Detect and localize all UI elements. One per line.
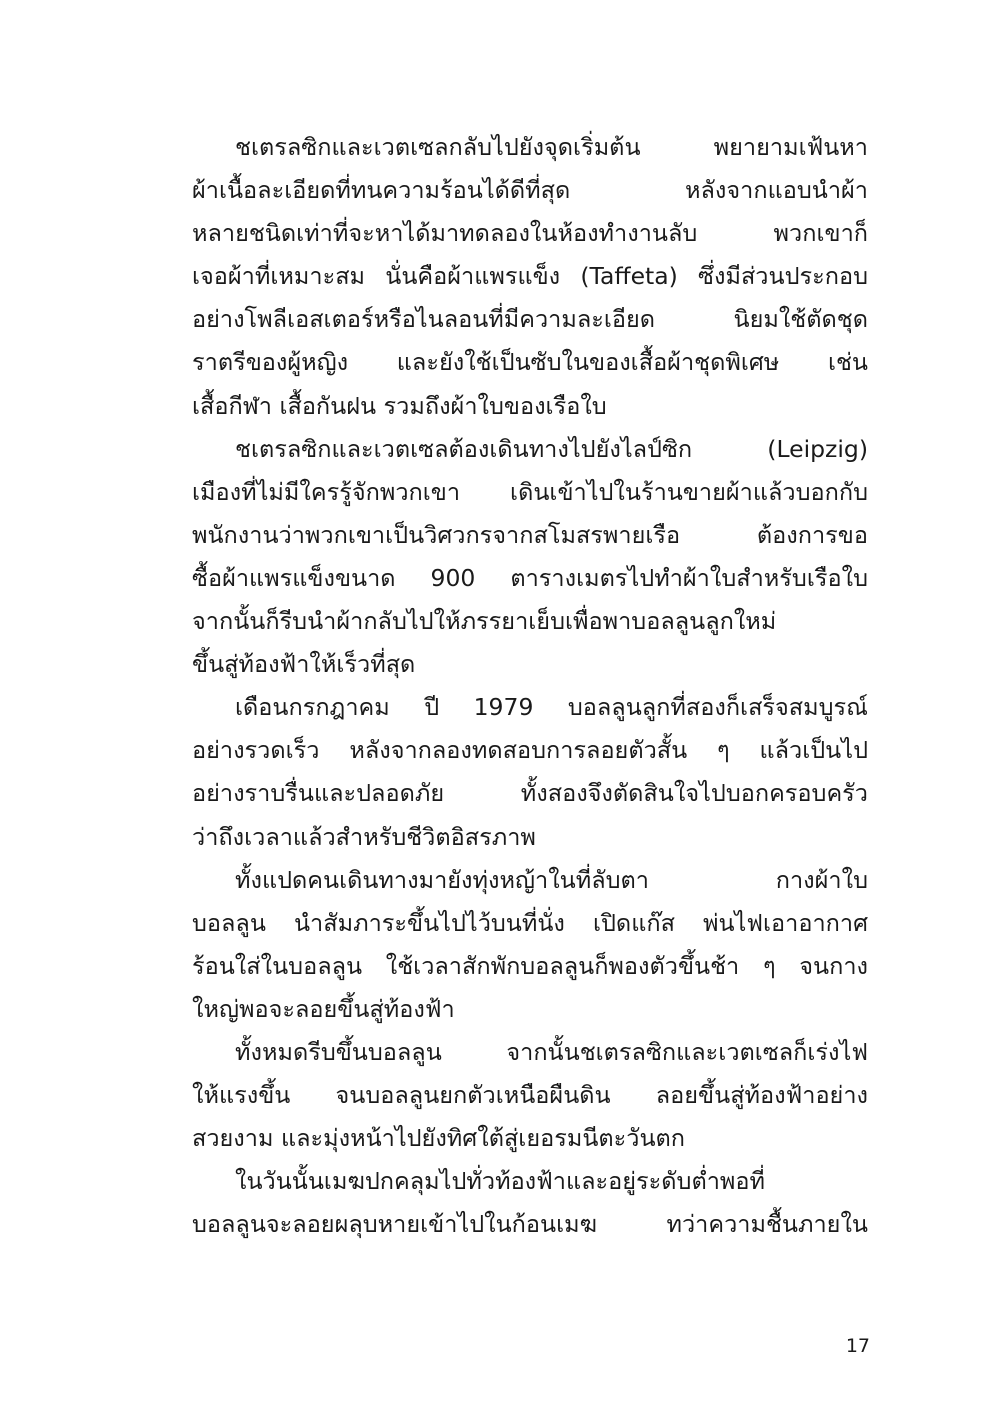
text-line: ร้อนใส่ในบอลลูน ใช้เวลาสักพักบอลลูนก็พองตัวขึ้นช้า ๆ จนกาง — [192, 951, 868, 980]
text-line: ทั้งแปดคนเดินทางมายังทุ่งหญ้าในที่ลับตา กางผ้าใบ — [235, 865, 868, 894]
page-number: 17 — [845, 1335, 870, 1357]
text-line: เจอผ้าที่เหมาะสม นั่นคือผ้าแพรแข็ง (Taffeta) ซึ่งมีส่วนประกอบ — [192, 262, 868, 291]
text-line: พนักงานว่าพวกเขาเป็นวิศวกรจากสโมสรพายเรือ ต้องการขอ — [192, 520, 868, 549]
body-text — [192, 126, 868, 1246]
text-line: ให้แรงขึ้น จนบอลลูนยกตัวเหนือผืนดิน ลอยขึ้นสู่ท้องฟ้าอย่าง — [192, 1081, 868, 1110]
text-line: ชเตรลซิกและเวตเซลต้องเดินทางไปยังไลป์ซิก (Leipzig) — [235, 434, 868, 463]
text-line: เดือนกรกฎาคม ปี 1979 บอลลูนลูกที่สองก็เสร็จสมบูรณ์ — [235, 693, 868, 722]
text-line: สวยงาม และมุ่งหน้าไปยังทิศใต้สู่เยอรมนีตะวันตก — [192, 1124, 686, 1153]
text-line: ว่าถึงเวลาแล้วสำหรับชีวิตอิสรภาพ — [192, 822, 536, 851]
text-line: ในวันนั้นเมฆปกคลุมไปทั่วท้องฟ้าและอยู่ระดับต่ำพอที่ — [235, 1167, 766, 1196]
text-line: จากนั้นก็รีบนำผ้ากลับไปให้ภรรยาเย็บเพื่อพาบอลลูนลูกใหม่ — [192, 607, 777, 636]
text-line: บอลลูนจะลอยผลุบหายเข้าไปในก้อนเมฆ ทว่าความชื้นภายใน — [192, 1210, 868, 1239]
text-line: อย่างราบรื่นและปลอดภัย ทั้งสองจึงตัดสินใจไปบอกครอบครัว — [192, 779, 868, 808]
text-line: อย่างรวดเร็ว หลังจากลองทดสอบการลอยตัวสั้น ๆ แล้วเป็นไป — [192, 736, 868, 765]
text-line: อย่างโพลีเอสเตอร์หรือไนลอนที่มีความละเอียด นิยมใช้ตัดชุด — [192, 305, 868, 334]
text-line: ใหญ่พอจะลอยขึ้นสู่ท้องฟ้า — [192, 994, 455, 1023]
text-line: ผ้าเนื้อละเอียดที่ทนความร้อนได้ดีที่สุด หลังจากแอบนำผ้า — [192, 176, 868, 205]
text-line: ราตรีของผู้หญิง และยังใช้เป็นซับในของเสื้อผ้าชุดพิเศษ เช่น — [192, 348, 868, 377]
text-line: บอลลูน นำสัมภาระขึ้นไปไว้บนที่นั่ง เปิดแก๊ส พ่นไฟเอาอากาศ — [192, 908, 868, 937]
text-line: ชเตรลซิกและเวตเซลกลับไปยังจุดเริ่มต้น พยายามเฟ้นหา — [235, 133, 868, 161]
text-line: ทั้งหมดรีบขึ้นบอลลูน จากนั้นชเตรลซิกและเวตเซลก็เร่งไฟ — [235, 1037, 868, 1066]
text-line: ซื้อผ้าแพรแข็งขนาด 900 ตารางเมตรไปทำผ้าใบสำหรับเรือใบ — [192, 563, 868, 592]
text-line: ขึ้นสู่ท้องฟ้าให้เร็วที่สุด — [192, 650, 416, 679]
text-line: เมืองที่ไม่มีใครรู้จักพวกเขา เดินเข้าไปในร้านขายผ้าแล้วบอกกับ — [192, 477, 868, 506]
text-line: หลายชนิดเท่าที่จะหาได้มาทดลองในห้องทำงานลับ พวกเขาก็ — [192, 219, 868, 248]
text-line: เสื้อกีฬา เสื้อกันฝน รวมถึงผ้าใบของเรือใบ — [192, 391, 607, 420]
